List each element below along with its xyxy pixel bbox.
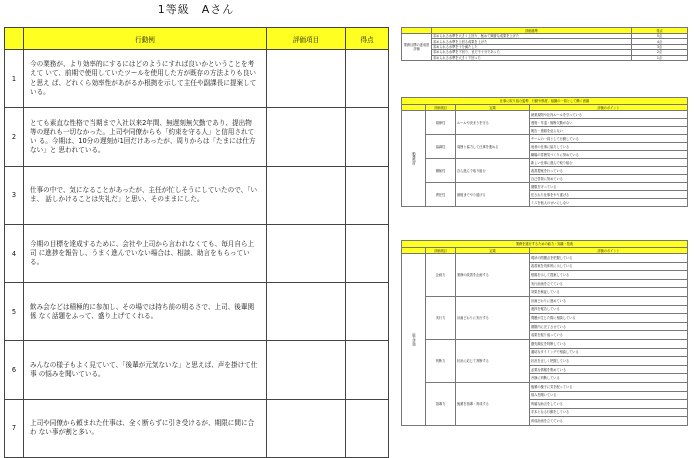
criteria-text: 求められる水準を上回る成果を上げた (432, 39, 632, 44)
score-cell[interactable] (346, 399, 389, 457)
ability-points-header: 評価のポイント (530, 248, 688, 254)
criteria-score: 3点 (632, 44, 688, 49)
ability-evaluation-table (401, 240, 688, 426)
evaluation-item-definition: ルールや決まりを守る (456, 111, 530, 135)
attitude-banner: 仕事に取り組む姿勢、行動や態度、組織の一員として働く意識 (402, 98, 688, 105)
behavior-text: 今期の目標を達成するために、会社や上司から言われなくても、毎月自ら上司 に進捗を報告し、うまく進んでいない場合は、相談、助言をもらっている。 (24, 224, 267, 282)
row-number: 3 (5, 166, 24, 224)
evaluation-point: 後輩の様子に気を配っている (530, 382, 688, 391)
criteria-text: 求められる水準を大きく下回った (432, 55, 632, 60)
evaluation-point: ミスを他人のせいにしない (530, 199, 688, 207)
evaluation-point: 実行計画を立てている (530, 279, 688, 288)
evaluation-item-name: 企画力 (426, 254, 456, 297)
evaluation-item-name: 規律性 (426, 111, 456, 135)
ability-item-header: 評価項目 (426, 248, 456, 254)
evaluation-point: 根拠を示して提案している (530, 271, 688, 280)
row-number: 1 (5, 50, 24, 108)
evaluation-point: 手本となる行動をしている (530, 408, 688, 417)
evaluation-point: 遅刻・早退・無断欠勤がない (530, 119, 688, 127)
behavior-text: 飲み会などは積極的に参加し、その場では持ち前の明るさで、上司、後輩関係 なく話題をふって、盛り上げてくれる。 (24, 283, 267, 341)
table-row (402, 111, 688, 119)
ability-definition-header: 定義 (456, 248, 530, 254)
criteria-score: 1点 (632, 55, 688, 60)
attitude-points-header: 評価のポイント (530, 105, 688, 111)
score-cell[interactable] (346, 108, 389, 166)
evaluation-item-cell[interactable] (267, 341, 346, 399)
row-number: 2 (5, 108, 24, 166)
evaluation-item-definition: 計画どおりに実行する (456, 296, 530, 339)
criteria-header: 評価基準 (432, 28, 632, 34)
evaluation-item-definition: 自ら進んで取り組む (456, 159, 530, 183)
score-cell[interactable] (346, 283, 389, 341)
evaluation-item-definition: 周囲と協力して仕事を進める (456, 135, 530, 159)
row-number: 4 (5, 224, 24, 282)
evaluation-point: 育成計画を立てている (530, 417, 688, 426)
criteria-text: 求められる水準を十分満たした (432, 44, 632, 49)
evaluation-item-definition: 後輩を指導・育成する (456, 382, 530, 425)
score-column-header: 得点 (346, 28, 389, 50)
evaluation-point: 他者の仕事に協力している (530, 143, 688, 151)
behavior-column-header: 行動例 (24, 28, 267, 50)
evaluation-point: 悩みを聞いている (530, 391, 688, 400)
evaluation-point: 適切なタイミングで相談している (530, 348, 688, 357)
table-row (5, 224, 389, 282)
behavior-text: 上司や同僚から頼まれた仕事は、全く断らずに引き受けるが、期限に間に合わ ない事が割と多い。 (24, 399, 267, 457)
evaluation-item-cell[interactable] (267, 283, 346, 341)
attitude-definition-header: 定義 (456, 105, 530, 111)
criteria-score: 4点 (632, 39, 688, 44)
row-number: 7 (5, 399, 24, 457)
evaluation-point: 問題が生じた際に相談している (530, 314, 688, 323)
behavior-text: とても素直な性格で当期まで入社以来2年間、無遅刻無欠勤であり、提出物 等の遅れも一切なかった。上司や同僚からも「約束を守る人」と信用されてい る。今期は、10分の遅刻が1回だけあったが、周りからは「たまには仕方ない」と 思われている。 (24, 108, 267, 166)
table-row (402, 159, 688, 167)
evaluation-point: 優先順位を判断している (530, 339, 688, 348)
behavior-example-table (4, 27, 389, 458)
evaluation-item-name: 指導力 (426, 382, 456, 425)
evaluation-item-name: 責任性 (426, 183, 456, 207)
evaluation-point: 成果を振り返っている (530, 331, 688, 340)
table-row (5, 283, 389, 341)
evaluation-item-name: 協調性 (426, 135, 456, 159)
evaluation-point: 期限内に完了させている (530, 322, 688, 331)
evaluation-point: 改善案を具体的に示している (530, 262, 688, 271)
evaluation-point: 現状の問題点を把握している (530, 254, 688, 263)
criteria-score: 5点 (632, 34, 688, 39)
group-label: 勤務態度 (402, 111, 426, 207)
evaluation-point: 進捗を報告している (530, 305, 688, 314)
page-title: 1等級 Aさん (157, 3, 235, 16)
evaluation-item-cell[interactable] (267, 224, 346, 282)
score-criteria-table (401, 27, 688, 61)
evaluation-point: 自己啓発に努めている (530, 175, 688, 183)
evaluation-item-name: 判断力 (426, 339, 456, 382)
table-row (402, 55, 688, 60)
evaluation-point: 改善提案を行っている (530, 167, 688, 175)
criteria-text: 求められる水準を大きく上回り、極めて顕著な成果を上げた (432, 34, 632, 39)
criteria-score-header: 得点 (632, 28, 688, 34)
criteria-text: 求められる水準を下回り、まだ不十分であった (432, 50, 632, 55)
score-cell[interactable] (346, 50, 389, 108)
evaluation-item-definition: 業務の改善を企画する (456, 254, 530, 297)
evaluation-point: 任された仕事をやり遂げる (530, 191, 688, 199)
table-row (5, 108, 389, 166)
attitude-evaluation-table (401, 97, 688, 207)
evaluation-item-cell[interactable] (267, 50, 346, 108)
criteria-group-label: 業務目標の達成度評価 (402, 34, 432, 61)
evaluation-point: チームの一員として行動している (530, 135, 688, 143)
evaluation-point: 職場の雰囲気づくりに努めている (530, 151, 688, 159)
behavior-text: 今の業務が、より効率的にするにはどのようにすれば良いかということを考えて いて、前期で使用していたツールを使用した方が既存の方法よりも良いと思え ば、どれくら効率性があがるか根拠を示して主任や副課長に提案している。 (24, 50, 267, 108)
table-row (402, 296, 688, 305)
evaluation-point: 冷静に判断している (530, 374, 688, 383)
evaluation-item-name: 積極性 (426, 159, 456, 183)
evaluation-item-definition: 最後までやり遂げる (456, 183, 530, 207)
evaluation-point: 期限を守っている (530, 183, 688, 191)
evaluation-item-column-header: 評価項目 (267, 28, 346, 50)
behavior-text: 仕事の中で、気になることがあったが、主任が忙しそうにしていたので、「いま、 話しかけることは失礼だ」と思い、そのままにした。 (24, 166, 267, 224)
evaluation-point: 的確な助言をしている (530, 400, 688, 409)
score-cell[interactable] (346, 341, 389, 399)
evaluation-point: 状況を正しく把握している (530, 357, 688, 366)
evaluation-item-cell[interactable] (267, 166, 346, 224)
table-row (5, 399, 389, 457)
evaluation-point: 新しい仕事に進んで取り組む (530, 159, 688, 167)
table-row (5, 341, 389, 399)
table-row (5, 50, 389, 108)
score-cell[interactable] (346, 224, 389, 282)
group-label: 能力評価 (402, 254, 426, 426)
evaluation-item-cell[interactable] (267, 399, 346, 457)
behavior-text: みんなの様子もよく見ていて、「後輩が元気ないな」と思えば、声を掛けて仕事 の悩みを聞いている。 (24, 341, 267, 399)
evaluation-item-cell[interactable] (267, 108, 346, 166)
table-row (5, 166, 389, 224)
evaluation-point: 計画どおりに進めている (530, 296, 688, 305)
evaluation-point: 就業規則や社内ルールを守っている (530, 111, 688, 119)
ability-banner: 業務を遂行するための能力・知識・技術 (402, 241, 688, 248)
evaluation-item-name: 実行力 (426, 296, 456, 339)
no-column-header (5, 28, 24, 50)
table-row (402, 135, 688, 143)
evaluation-point: 報告・連絡を怠らない (530, 127, 688, 135)
table-row (402, 339, 688, 348)
table-row (402, 254, 688, 263)
evaluation-point: 効果を検証している (530, 288, 688, 297)
table-header-row (5, 28, 389, 50)
row-number: 5 (5, 283, 24, 341)
table-row (402, 183, 688, 191)
evaluation-item-definition: 状況に応じて判断する (456, 339, 530, 382)
attitude-item-header: 評価項目 (426, 105, 456, 111)
score-cell[interactable] (346, 166, 389, 224)
row-number: 6 (5, 341, 24, 399)
criteria-score: 2点 (632, 50, 688, 55)
evaluation-point: 必要な情報を集めている (530, 365, 688, 374)
table-row (402, 382, 688, 391)
